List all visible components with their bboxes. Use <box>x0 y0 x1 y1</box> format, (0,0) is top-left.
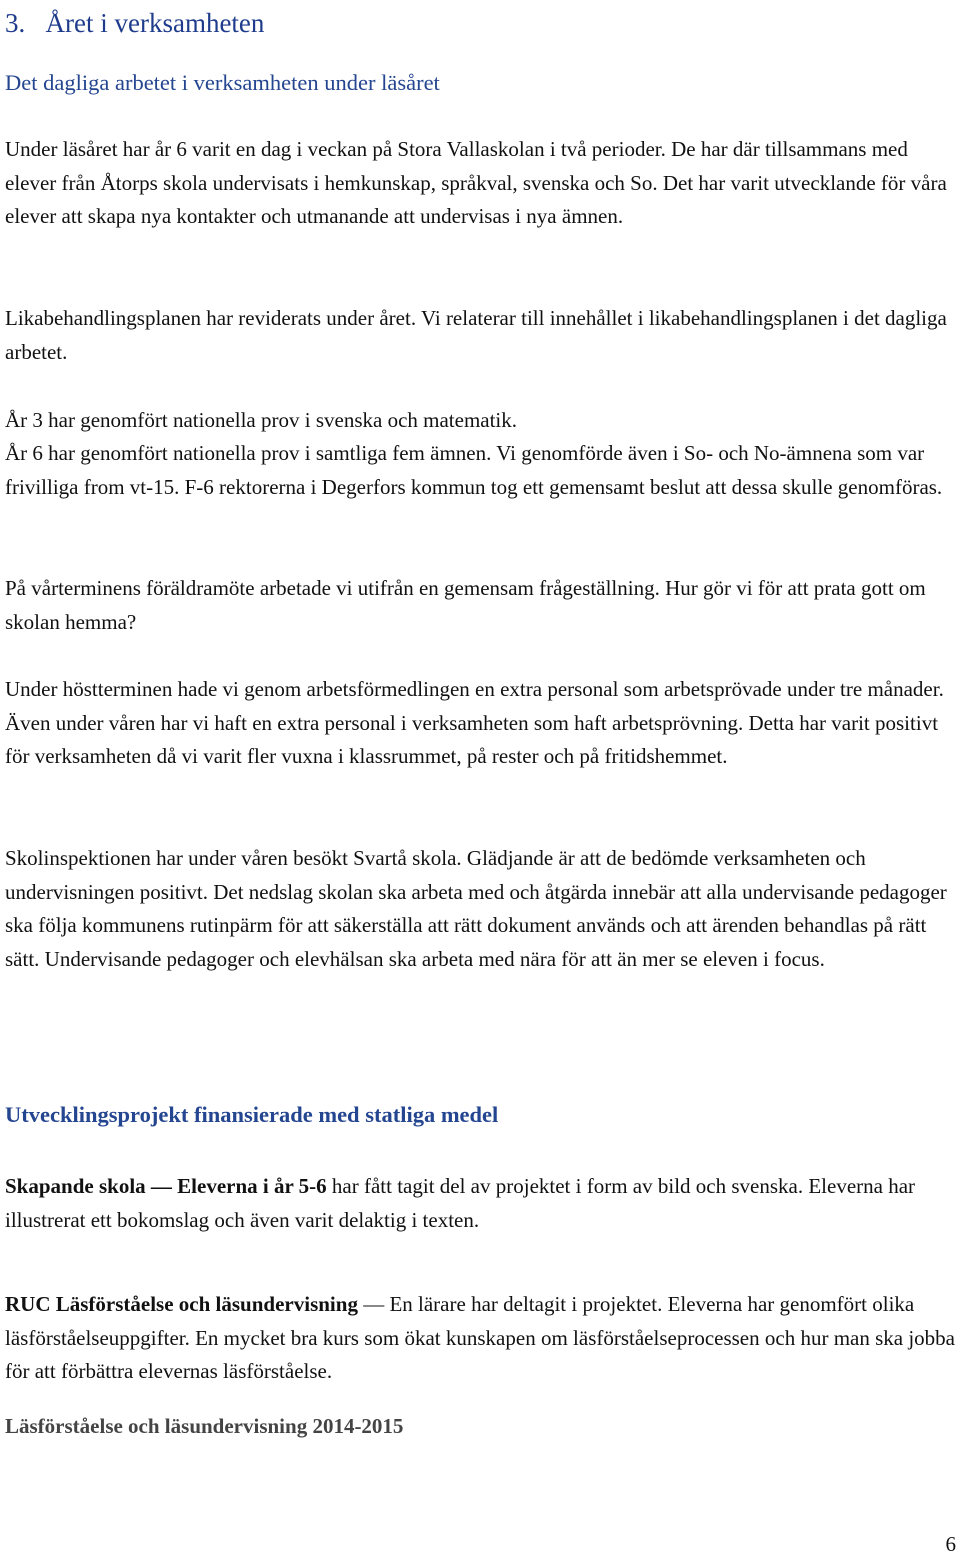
section-number: 3. <box>5 8 26 38</box>
paragraph-school-visits: Under läsåret har år 6 varit en dag i veckan på Stora Vallaskolan i två perioder. De har där tillsammans med elever från Åtorps skola undervisats i hemkunskap, språkval, svenska och So. Det har varit utvecklande för våra elever att skapa nya kontakter och utmanande att undervisas i nya ämnen. <box>5 137 947 229</box>
project-ruc-text: — En lärare har deltagit i projektet. Eleverna har genomfört olika läsförståelseuppgifter. En mycket bra kurs som ökat kunskapen om läsförståelseprocessen och hur man ska jobba för att förbättra elevernas läsförståelse. <box>5 1292 955 1384</box>
paragraph-national-tests-year6: År 6 har genomfört nationella prov i samtliga fem ämnen. Vi genomförde även i So- och No-ämnena som var frivilliga from vt-15. F-6 rektorerna i Degerfors kommun tog ett gemensamt beslut att dessa skulle genomföras. <box>5 441 943 499</box>
paragraph-school-inspection: Skolinspektionen har under våren besökt Svartå skola. Glädjande är att de bedömde verksamheten och undervisningen positivt. Det nedslag skolan ska arbeta med och åtgärda innebär att alla undervisande pedagoger ska följa kommunens rutinpärm för att säkerställa att rätt dokument används och att ärenden behandlas på rätt sätt. Undervisande pedagoger och elevhälsan ska arbeta med nära för att än mer se eleven i focus. <box>5 846 947 971</box>
paragraph-equal-treatment: Likabehandlingsplanen har reviderats under året. Vi relaterar till innehållet i likabehandlingsplanen i det dagliga arbetet. <box>5 306 947 364</box>
paragraph-project-skapande-skola <box>5 1170 960 1237</box>
subheading-daily-work: Det dagliga arbetet i verksamheten under läsåret <box>5 70 440 95</box>
paragraph-parent-meeting: På vårterminens föräldramöte arbetade vi utifrån en gemensam frågeställning. Hur gör vi för att prata gott om skolan hemma? <box>5 576 926 634</box>
page-number: 6 <box>945 1532 956 1556</box>
paragraph-national-tests-year3: År 3 har genomfört nationella prov i svenska och matematik. <box>5 408 518 432</box>
section-title: Året i verksamheten <box>45 8 265 38</box>
project-ruc-title: RUC Läsförståelse och läsundervisning <box>5 1292 358 1316</box>
subheading-reading-comprehension: Läsförståelse och läsundervisning 2014-2015 <box>5 1414 404 1438</box>
paragraph-extra-staff: Under höstterminen hade vi genom arbetsförmedlingen en extra personal som arbetsprövade under tre månader. Även under våren har vi haft en extra personal i verksamheten som haft arbetsprövning. Detta har varit positivt för verksamheten då vi varit fler vuxna i klassrummet, på rester och på fritidshemmet. <box>5 677 944 769</box>
subheading-projects: Utvecklingsprojekt finansierade med statliga medel <box>5 1102 499 1127</box>
project-skapande-skola-title: Skapande skola — Eleverna i år 5-6 <box>5 1174 327 1198</box>
paragraph-project-ruc <box>5 1288 960 1389</box>
project-skapande-skola-text: har fått tagit del av projektet i form av bild och svenska. Eleverna har illustrerat ett bokomslag och även varit delaktig i texten. <box>5 1174 916 1232</box>
section-heading <box>5 6 264 40</box>
